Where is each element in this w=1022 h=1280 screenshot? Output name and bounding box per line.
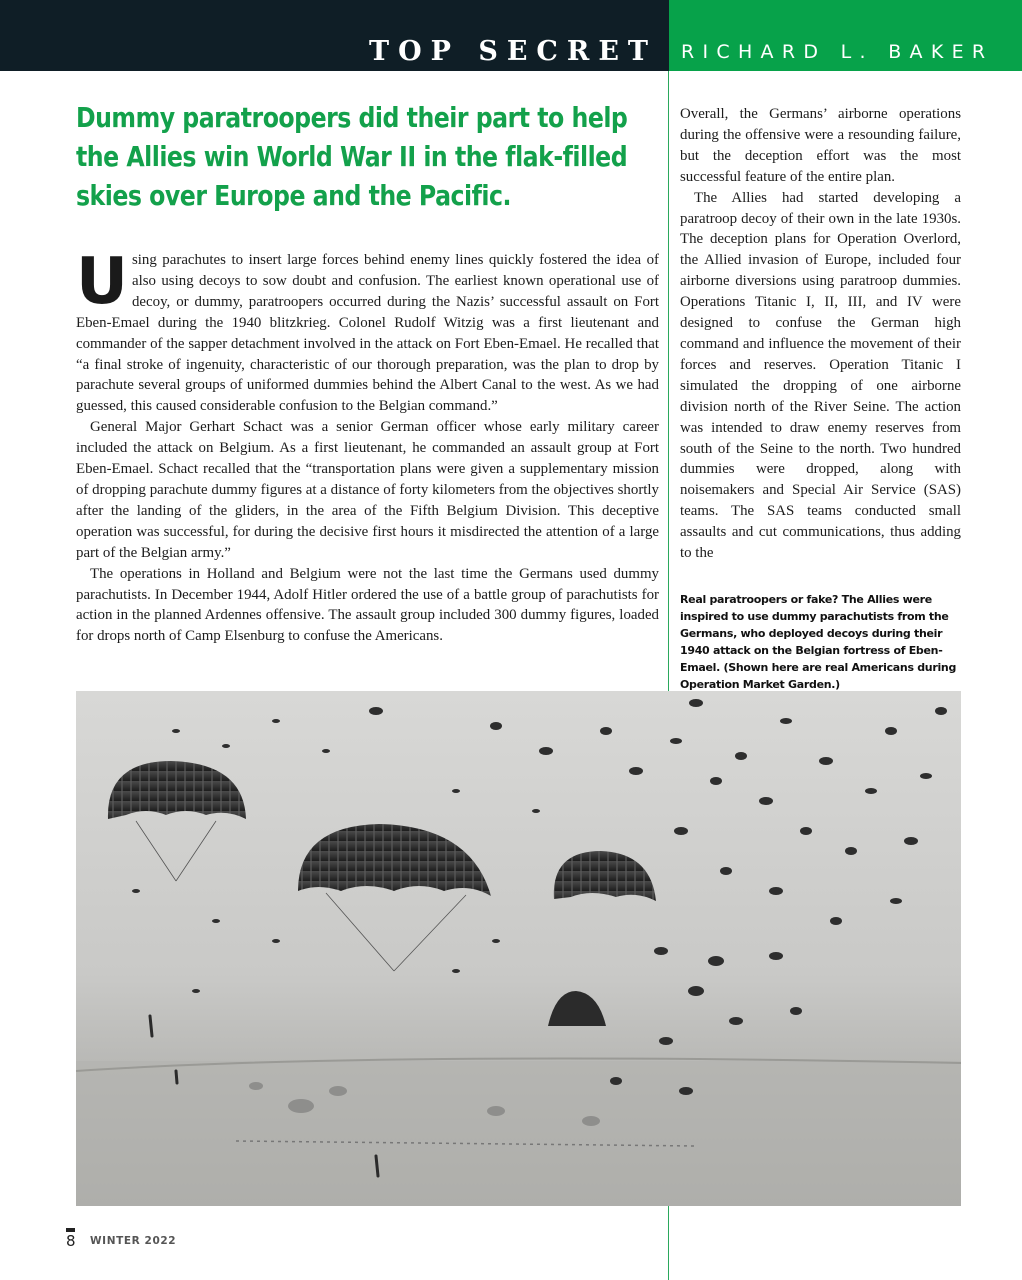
headline: Dummy paratroopers did their part to help the Allies win World War II in the flak-filled skies over Europe and the Pacific. xyxy=(76,102,628,212)
author-byline: RICHARD L. BAKER xyxy=(681,41,994,63)
paragraph-1-text: sing parachutes to insert large forces behind enemy lines quickly fostered the idea of also using decoys to sow doubt and confusion. The earliest known operational use of decoy, or dummy, paratroopers occurred during the Nazis’ successful assault on Fort Eben-Emael during the 1940 blitzkrieg. Colonel Rudolf Witzig was a first lieutenant and commander of the sapper detachment involved in the attack on Fort Eben-Emael. He recalled that “a final stroke of ingenuity, characteristic of our thorough preparation, was the plan to drop by parachute several groups of uniformed dummies behind the Albert Canal to the west. As we had guessed, this caused considerable confusion to the Belgian command.” xyxy=(76,252,659,415)
paragraph-1 xyxy=(76,245,659,417)
photo-caption: Real paratroopers or fake? The Allies were inspired to use dummy parachutists from the Germans, who deployed decoys during their 1940 attack on the Belgian fortress of Eben-Emael. (Shown here are real Americans during Operation Market Garden.) xyxy=(680,593,957,691)
paragraph-2: General Major Gerhart Schact was a senior German officer whose early military career included the attack on Belgium. As a first lieutenant, he commanded an assault group at Fort Eben-Emael. Schact recalled that the “transportation plans were given a supplementary mission of dropping parachute dummy figures at a distance of forty kilometers from the objectives shortly after the landing of the gliders, in the area of the Fifth Belgium Division. This deceptive operation was successful, for during the decisive first hours it misdirected the attention of a large part of the Belgian army.” xyxy=(76,419,659,561)
right-column xyxy=(680,104,961,564)
issue-label: WINTER 2022 xyxy=(90,1235,177,1247)
right-paragraph-1: Overall, the Germans’ airborne operations during the offensive were a resounding failure, but the deception effort was the most successful feature of the entire plan. xyxy=(680,106,961,185)
section-title: TOP SECRET xyxy=(369,36,657,67)
right-paragraph-2: The Allies had started developing a paratroop decoy of their own in the late 1930s. The deception plans for Operation Overlord, the Allied invasion of Europe, included four airborne diversions using paratroop dummies. Operations Titanic I, II, III, and IV were designed to confuse the German high command and influence the movement of their forces and reserves. Operation Titanic I simulated the dropping of one airborne division north of the River Seine. The action was intended to draw enemy reserves from south of the Seine to the north. Two hundred dummies were dropped, along with noisemakers and Special Air Service (SAS) teams. The SAS teams conducted small assaults and cut communications, thus adding to the xyxy=(680,189,961,562)
page-number: 8 xyxy=(66,1232,76,1250)
paratroopers-photo xyxy=(76,691,961,1206)
drop-cap: U xyxy=(76,245,128,319)
main-column xyxy=(76,245,659,647)
paragraph-3: The operations in Holland and Belgium were not the last time the Germans used dummy parachutists. In December 1944, Adolf Hitler ordered the use of a battle group of parachutists for action in the planned Ardennes offensive. The assault group included 300 dummy figures, loaded for drops north of Camp Elsenburg to confuse the Americans. xyxy=(76,565,659,645)
